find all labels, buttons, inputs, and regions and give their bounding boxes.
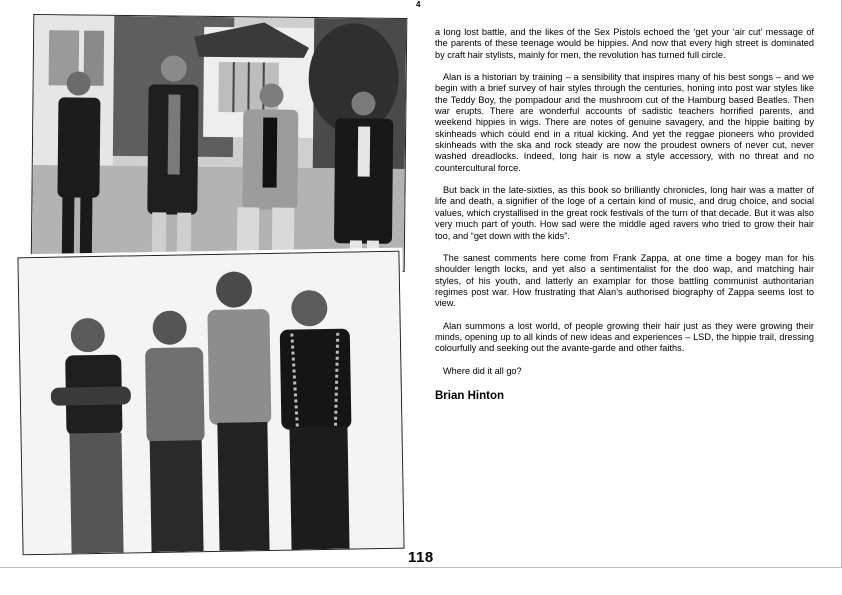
article-paragraph: a long lost battle, and the likes of the Sex Pistols echoed the ‘get your ‘air cut’ message of the parents of these teenage would be hippies. And now that every high street is dominated by craft hair stylists, mainly for men, the revolution has turned full circle. — [435, 27, 814, 60]
author-signature: Brian Hinton — [435, 389, 504, 402]
article-paragraph: But back in the late-sixties, as this book so brilliantly chronicles, long hair was a matter of life and death, a signifier of the loge of a certain kind of music, and drug choice, and social values, which crystallised in the great rock festivals of the turn of that decade. But it was also very much part of youth. How sad were the middle aged ravers who tried to grow their hair too, and “get down with the kids”. — [435, 185, 814, 241]
page-number: 118 — [408, 549, 434, 566]
article-paragraph: The sanest comments here come from Frank Zappa, at one time a bogey man for his shoulder length locks, and yet also a sentimentalist for the doo wap, and matching hair styles, of his youth, and latterly an examplar for those battling communist authoritarian regimes post war. How frustrating that Alan’s authorised biography of Zappa seems lost to view. — [435, 252, 814, 309]
article-text-column — [435, 27, 814, 413]
closing-question: Where did it all go? — [443, 365, 522, 376]
page-frame-bottom — [0, 567, 842, 568]
photo-skinheads — [17, 251, 404, 556]
photo-teddy-boys — [31, 14, 408, 272]
article-paragraph: Alan is a historian by training – a sensibility that inspires many of his best songs – and we begin with a brief survey of hair styles through the centuries, honing into post war styles like the Teddy Boy, the pompadour and the mushroom cut of the Hamburg based Beatles. Then war erupts. There are wonderful accounts of sadistic teachers horrified parents, and weekend hippies in wigs. There are notes of genuine savagery, and the hippie baiting by skinheads which could end in a ritual kicking. And yet the reggae pioneers who provided skinheads with the ska and rock steady are now the proudest owners of never cut, never washed dreadlocks. Indeed, long hair is now a style accessory, with no threat and no countercultural force. — [435, 72, 814, 173]
top-page-marker: 4 — [416, 0, 421, 9]
article-paragraph: Alan summons a lost world, of people growing their hair just as they were growing their minds, opening up to all kinds of new ideas and experiences – LSD, the hippie trail, dressing colourfully and seeking out the avante-garde and other faiths. — [435, 320, 814, 354]
